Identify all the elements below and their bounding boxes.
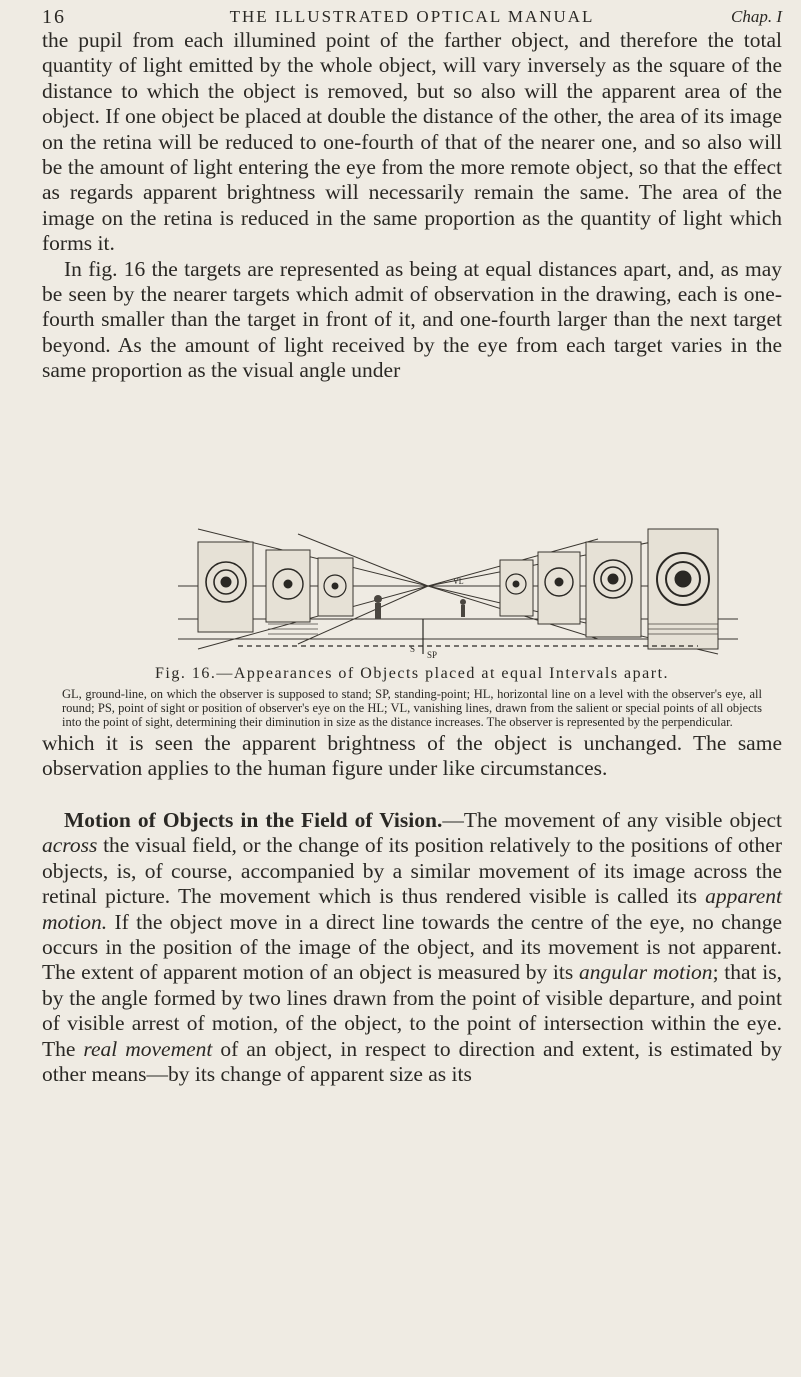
paragraph-text: the pupil from each illumined point of the farther object, and therefore the total quantity of light emitted by the whole object, will vary inversely as the square of the distance to which the object is removed, but so also will the apparent area of the object. If one object be placed at double the distance of the other, the area of its image on the retina will be reduced to one-fourth of that of the nearer one, and so also will be the amount of light entering the eye from the more remote object, so that the effect as regards apparent brightness will necessarily remain the same. The area of the image on the retina is reduced in the same proportion as the quantity of light which forms it. [42,28,782,256]
running-title: THE ILLUSTRATED OPTICAL MANUAL [229,7,595,26]
motion-text-c: If the object move in a direct line towards the centre of the eye, no change occurs in the position of the image of the object, and its movement is not apparent. The extent of apparent motion of an object is measured by its [42,909,782,985]
paragraph-brightness [42,28,782,384]
term-across: across [42,833,98,858]
figure-legend: GL, ground-line, on which the observer is supposed to stand; SP, standing-point; HL, horizontal line on a level with the observer's eye, all round; PS, point of sight or position of observer's eye on the HL; VL, vanishing lines, drawn from the salient or special points of all objects into the point of sight, determining their diminution in size as the distance increases. The observer is represented by the perpendicular. [62,687,762,729]
motion-text-e: of an object, in respect to direction and extent, is estimated by other means—by its change of apparent size as its [42,1036,783,1087]
motion-text-a: —The movement of any visible object [442,808,783,832]
paragraph-fig-reference: In fig. 16 the targets are represented as being at equal distances apart, and, as may be seen by the nearer targets which admit of observation in the drawing, each is one-fourth smaller than the target in front of it, and one-fourth larger than the next target beyond. As the amount of light received by the eye from each target varies in the same proportion as the visual angle under [42,256,782,383]
figure-label-vl: VL [453,577,464,586]
motion-text-b: the visual field, or the change of its position relatively to the positions of other objects, is, of course, accompanied by a similar movement of its image across the retinal picture. The movement which is thus rendered visible is called its [42,833,782,909]
figure-label-s: S [410,644,416,654]
figure-caption: Fig. 16.—Appearances of Objects placed at equal Intervals apart. [154,665,670,682]
figure-16-illustration [178,524,738,662]
chapter-label: Chap. I [731,7,782,26]
section-heading-motion: Motion of Objects in the Field of Vision. [64,808,443,832]
paragraph-motion [42,808,782,1087]
motion-text-d: ; that is, by the angle formed by two lines drawn from the point of visible departure, and point of visible arrest of motion, of the object, to the point of intersection within the eye. The [42,960,782,1061]
term-apparent-motion: apparent motion. [42,884,782,934]
figure-label-sp: SP [427,650,438,660]
term-real-movement: real movement [83,1036,213,1061]
paragraph-human-figure: which it is seen the apparent brightness of the object is unchanged. The same observation applies to the human figure under like circumstances. [42,731,782,781]
page-number: 16 [42,6,66,28]
term-angular-motion: angular motion [579,960,713,985]
